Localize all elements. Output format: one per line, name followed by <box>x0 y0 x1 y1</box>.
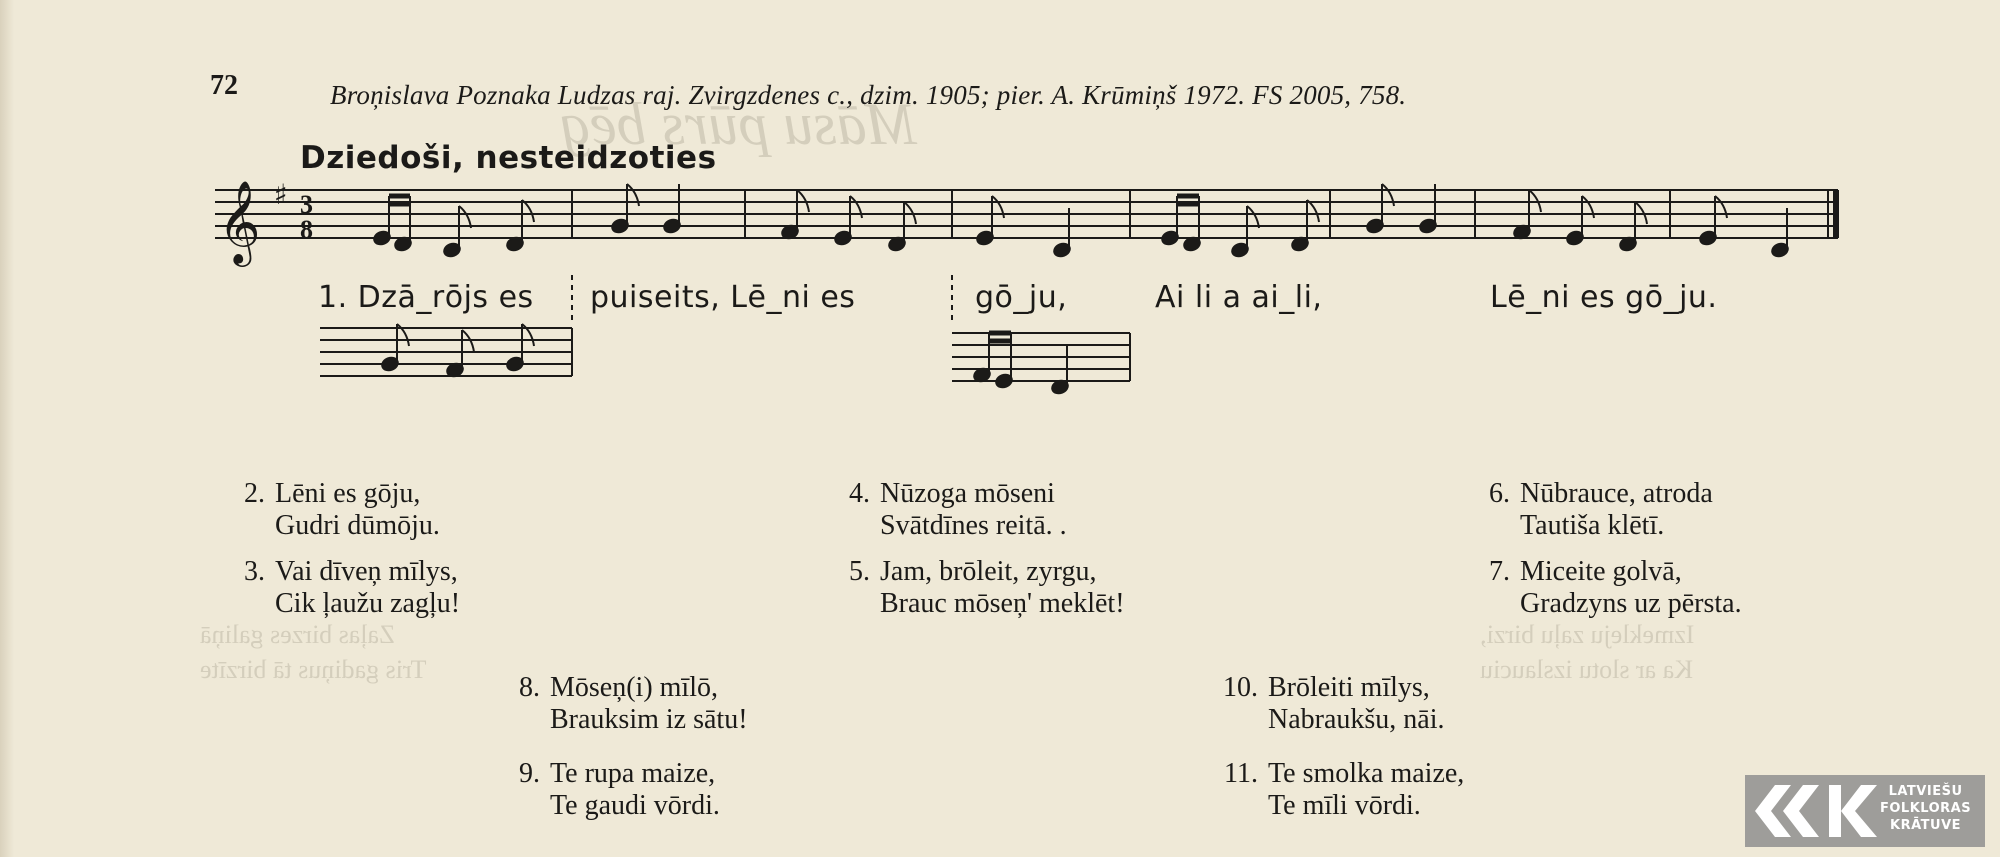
verse-number: 6. <box>1489 478 1510 509</box>
verse-number: 10. <box>1223 672 1258 703</box>
verse-line: Miceite golvā, <box>1520 556 1682 587</box>
tempo-marking: Dziedoši, nesteidzoties <box>300 140 717 176</box>
verse-number: 4. <box>849 478 870 509</box>
page-number: 72 <box>210 70 238 101</box>
notes <box>372 184 1789 258</box>
verse-line: Svātdīnes reitā. . <box>880 510 1067 541</box>
verse-line: Gudri dūmōju. <box>275 510 440 541</box>
lyrics-segment: gō_ju, <box>975 280 1068 315</box>
header-citation: Broņislava Poznaka Ludzas raj. Zvirgzdenes c., dzim. 1905; pier. A. Krūmiņš 1972. FS 2005, 758. <box>330 80 1407 110</box>
verse <box>1218 672 1445 736</box>
verse-line: Brōleiti mīlys, <box>1268 672 1430 703</box>
verse <box>1470 478 1713 542</box>
verse-number: 7. <box>1489 556 1510 587</box>
verse <box>500 672 748 736</box>
verse-line: Cik ļaužu zagļu! <box>275 588 461 619</box>
svg-text:♯: ♯ <box>274 178 288 211</box>
lyrics-segment: puiseits, Lē_ni es <box>590 280 856 315</box>
verse-number: 3. <box>244 556 265 587</box>
verse-line: Lēni es gōju, <box>275 478 421 509</box>
lyrics-segment: 1. Dzā_rōjs es <box>318 280 534 315</box>
time-signature <box>300 190 313 244</box>
svg-text:𝄞: 𝄞 <box>218 179 261 263</box>
svg-text:8: 8 <box>300 215 313 244</box>
verse <box>1470 556 1742 620</box>
verse-line: Brauksim iz sātu! <box>550 704 748 735</box>
verse-line: Tautiša klētī. <box>1520 510 1665 541</box>
verse-line: Te smolka maize, <box>1268 758 1465 789</box>
svg-text:3: 3 <box>300 190 313 219</box>
lyrics-segment: Ai li a ai_li, <box>1155 280 1323 315</box>
verse-line: Nūbrauce, atroda <box>1520 478 1713 509</box>
ossia-notes-2 <box>972 333 1069 395</box>
verse-line: Jam, brōleit, zyrgu, <box>880 556 1097 587</box>
ossia-staff-1 <box>320 328 572 376</box>
verse <box>225 556 460 620</box>
sharp-icon <box>274 178 288 211</box>
verse-line: Mōseņ(i) mīlō, <box>550 672 718 703</box>
verse <box>830 478 1067 542</box>
verse-line: Te mīli vōrdi. <box>1268 790 1421 821</box>
verse-line: Brauc mōseņ' meklēt! <box>880 588 1125 619</box>
verse-number: 11. <box>1224 758 1258 789</box>
verse <box>500 758 720 822</box>
treble-clef-icon <box>218 179 261 267</box>
verse-line: Te gaudi vōrdi. <box>550 790 720 821</box>
verse-line: Nūzoga mōseni <box>880 478 1055 509</box>
verse-line: Vai dīveņ mīlys, <box>275 556 458 587</box>
verse-line: Nabraukšu, nāi. <box>1268 704 1445 735</box>
verse-number: 5. <box>849 556 870 587</box>
archive-logo-text: LATVIEŠU FOLKLORAS KRĀTUVE <box>1880 784 1972 833</box>
verse-number: 2. <box>244 478 265 509</box>
verse-line: Te rupa maize, <box>550 758 716 789</box>
verse-number: 8. <box>519 672 540 703</box>
verse <box>1218 758 1464 822</box>
verse-line: Gradzyns uz pērsta. <box>1520 588 1742 619</box>
verse-number: 9. <box>519 758 540 789</box>
lyrics-segment: Lē_ni es gō_ju. <box>1490 280 1718 315</box>
verse <box>830 556 1125 620</box>
verse <box>225 478 440 542</box>
